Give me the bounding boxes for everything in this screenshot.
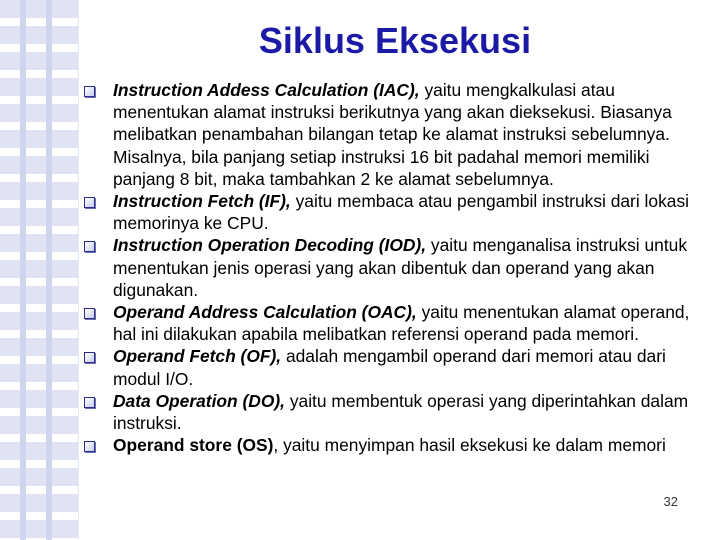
bullet-text: , yaitu menyimpan hasil eksekusi ke dalam memori — [273, 435, 666, 456]
square-bullet-icon — [84, 441, 95, 452]
bullet-text: yaitu menentukan alamat operand, hal ini dilakukan apabila melibatkan referensi operand pada memori. — [113, 302, 690, 345]
bullet-term: Instruction Fetch (IF), — [113, 191, 291, 212]
square-bullet-icon — [84, 308, 95, 319]
square-bullet-icon — [84, 397, 95, 408]
bullet-text: yaitu menganalisa instruksi untuk menentukan jenis operasi yang akan dibentuk dan operand yang akan digunakan. — [113, 235, 688, 300]
bullet-text: yaitu mengkalkulasi atau menentukan alamat instruksi berikutnya yang akan dieksekusi. Biasanya melibatkan penambahan bilangan tetap ke alamat instruksi sebelumnya. Misalnya, bila panjang setiap instruksi 16 bit padahal memori memiliki panjang 8 bit, maka tambahkan 2 ke alamat sebelumnya. — [113, 80, 672, 189]
bullet-item-iod — [84, 234, 714, 301]
bullet-text: yaitu membentuk operasi yang diperintahkan dalam instruksi. — [113, 390, 689, 434]
square-bullet-icon — [84, 86, 95, 97]
bullet-item-iac — [84, 79, 714, 190]
bullet-term: Operand Fetch (OF), — [113, 346, 282, 367]
bullet-text: yaitu membaca atau pengambil instruksi dari lokasi memorinya ke CPU. — [113, 191, 690, 234]
bullet-item-of — [84, 345, 714, 389]
square-bullet-icon — [84, 352, 95, 363]
slide-title: Siklus Eksekusi — [258, 20, 532, 61]
bullet-term: Operand Address Calculation (OAC), — [113, 302, 417, 323]
decorative-side-pattern — [0, 0, 79, 540]
bullet-term: Instruction Addess Calculation (IAC), — [113, 80, 420, 100]
bullet-text: adalah mengambil operand dari memori atau dari modul I/O. — [113, 346, 666, 389]
bullet-term: Data Operation (DO), — [113, 390, 285, 411]
bullet-term: Operand store (OS) — [113, 435, 274, 456]
bullet-item-do — [84, 390, 714, 434]
bullet-item-os — [84, 434, 714, 456]
bullet-item-oac — [84, 301, 714, 345]
square-bullet-icon — [84, 241, 95, 252]
bullet-term: Instruction Operation Decoding (IOD), — [113, 235, 427, 256]
bullet-list — [84, 79, 714, 456]
bullet-item-if — [84, 190, 714, 234]
square-bullet-icon — [84, 197, 95, 208]
page-number: 32 — [663, 494, 678, 509]
